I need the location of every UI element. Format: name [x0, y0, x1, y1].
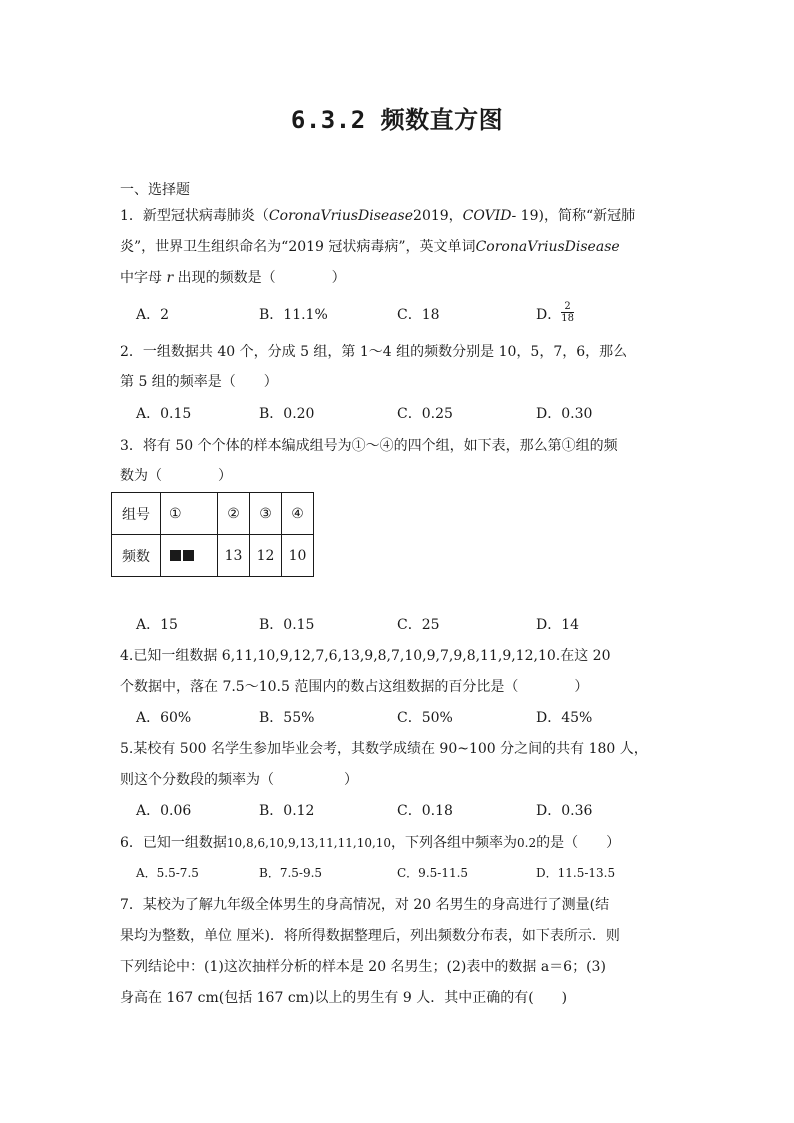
q4-option-b[interactable]: B．55% [259, 710, 315, 726]
q6-options [136, 863, 696, 883]
q4-option-d[interactable]: D．45% [536, 710, 593, 726]
table-cell: ③ [250, 493, 282, 535]
q2-option-c[interactable]: C．0.25 [397, 406, 453, 422]
group-frequency-table [111, 492, 314, 577]
q4-options [136, 708, 696, 728]
q6-option-a[interactable]: A．5.5-7.5 [136, 866, 199, 880]
page-title: 6.3.2 频数直方图 [290, 106, 504, 134]
q1-option-c[interactable]: C．18 [397, 307, 440, 323]
q3-options [136, 615, 696, 635]
q4-line-1: 4.已知一组数据 6,11,10,9,12,7,6,13,9,8,7,10,9,7,9,8,11,9,12,10.在这 20 [120, 648, 611, 664]
q3-line-1: 3．将有 50 个个体的样本编成组号为①～④的四个组，如下表，那么第①组的频 [120, 438, 618, 454]
q2-option-d[interactable]: D．0.30 [536, 406, 593, 422]
q5-option-b[interactable]: B．0.12 [259, 803, 315, 819]
q5-option-d[interactable]: D．0.36 [536, 803, 593, 819]
q1-option-a[interactable]: A．2 [136, 307, 170, 323]
q1-line-1: 1．新型冠状病毒肺炎（CoronaVriusDisease2019，COVID- 19)，简称“新冠肺 [120, 208, 636, 224]
q6-option-d[interactable]: D．11.5-13.5 [536, 866, 616, 880]
q3-option-c[interactable]: C．25 [397, 617, 440, 633]
q3-option-d[interactable]: D．14 [536, 617, 580, 633]
q6-line-1: 6．已知一组数据10,8,6,10,9,13,11,11,10,10，下列各组中频率为0.2的是（ ） [120, 835, 621, 851]
table-cell: 组号 [112, 493, 161, 535]
table-cell-masked [161, 535, 218, 577]
table-cell: 13 [218, 535, 250, 577]
table-cell: 12 [250, 535, 282, 577]
q3-line-2: 数为（ ） [120, 468, 232, 484]
q3-option-a[interactable]: A．15 [136, 617, 178, 633]
q7-line-4: 身高在 167 cm(包括 167 cm)以上的男生有 9 人．其中正确的有( ) [120, 990, 568, 1006]
q7-line-3: 下列结论中：(1)这次抽样分析的样本是 20 名男生；(2)表中的数据 a＝6；(3) [120, 959, 606, 975]
table-cell: 频数 [112, 535, 161, 577]
section-heading: 一、选择题 [120, 182, 190, 198]
q2-option-a[interactable]: A．0.15 [136, 406, 192, 422]
table-row [112, 535, 314, 577]
q6-option-c[interactable]: C．9.5-11.5 [397, 866, 469, 880]
q5-line-1: 5.某校有 500 名学生参加毕业会考，其数学成绩在 90~100 分之间的共有 180 人， [120, 741, 648, 757]
q1-options [136, 300, 696, 325]
q5-option-c[interactable]: C．0.18 [397, 803, 453, 819]
q1-line-2: 炎”，世界卫生组织命名为“2019 冠状病毒病”，英文单词CoronaVriusDisease [120, 239, 620, 255]
q5-option-a[interactable]: A．0.06 [136, 803, 192, 819]
q2-option-b[interactable]: B．0.20 [259, 406, 315, 422]
masked-square-icon [183, 550, 194, 561]
table-row [112, 493, 314, 535]
q5-line-2: 则这个分数段的频率为（ ） [120, 772, 358, 788]
table-cell: ④ [282, 493, 314, 535]
q4-line-2: 个数据中，落在 7.5～10.5 范围内的数占这组数据的百分比是（ ） [120, 679, 589, 695]
q2-options [136, 404, 696, 424]
q5-options [136, 801, 696, 821]
masked-square-icon [170, 550, 181, 561]
table-cell: ① [161, 493, 218, 535]
q2-line-2: 第 5 组的频率是（ ） [120, 374, 278, 390]
q1-option-b[interactable]: B．11.1% [259, 307, 328, 323]
q4-option-c[interactable]: C．50% [397, 710, 453, 726]
q7-line-2: 果均为整数，单位 厘米)．将所得数据整理后，列出频数分布表，如下表所示．则 [120, 928, 620, 944]
table-cell: ② [218, 493, 250, 535]
q2-line-1: 2．一组数据共 40 个，分成 5 组，第 1～4 组的频数分别是 10，5，7，6，那么 [120, 344, 628, 360]
fraction: $\frac{2}{18}$ [561, 300, 574, 324]
q4-option-a[interactable]: A．60% [136, 710, 192, 726]
q3-option-b[interactable]: B．0.15 [259, 617, 315, 633]
q6-option-b[interactable]: B．7.5-9.5 [259, 866, 323, 880]
q1-line-3: 中字母 r 出现的频数是（ ） [120, 270, 346, 286]
q7-line-1: 7．某校为了解九年级全体男生的身高情况，对 20 名男生的身高进行了测量(结 [120, 897, 610, 913]
q1-option-d[interactable]: D． $\frac{2}{18}$ [536, 300, 574, 324]
table-cell: 10 [282, 535, 314, 577]
